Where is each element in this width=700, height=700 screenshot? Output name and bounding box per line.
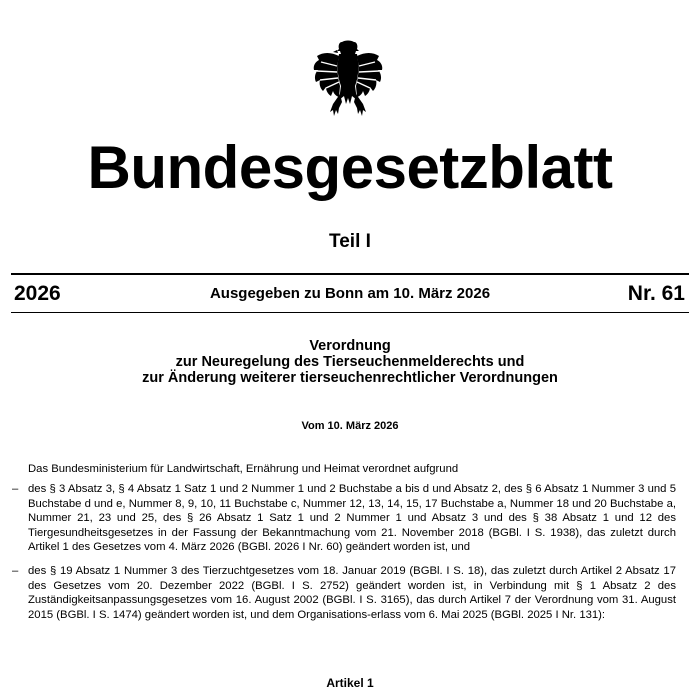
divider-top [11,273,689,275]
issue-year: 2026 [14,282,61,305]
regulation-body [12,462,676,632]
legal-basis-item [12,564,676,622]
legal-basis-text: des § 3 Absatz 3, § 4 Absatz 1 Satz 1 und 2 Nummer 1 und 2 Buchstabe a bis d und Absatz 2, des § 6 Absatz 1 Nummer 3 und 5 Buchstabe d und e, Nummer 8, 9, 10, 11 Buchstabe c, Nummer 12, 13, 14, 15, 17 Buchstabe a, Nummer 18 und 20 Buchstabe a, Nummer 21, 23 und 25, des § 26 Absatz 1 Satz 1 und 2 Nummer 1 und Absatz 3 und des § 38 Absatz 1 und 12 des Tiergesundheitsgesetzes in der Fassung der Bekanntmachung vom 21. November 2018 (BGBl. I S. 1938), das zuletzt durch Artikel 1 des Gesetzes vom 4. März 2026 (BGBl. 2026 I Nr. 60) geändert worden ist, und [28,483,676,554]
regulation-title-line: zur Änderung weiterer tierseuchenrechtlicher Verordnungen [142,370,558,386]
regulation-title-line: zur Neuregelung des Tierseuchenmelderechts und [175,354,525,370]
masthead-title: Bundesgesetzblatt [87,134,613,201]
legal-basis-item [12,482,676,554]
issue-number: Nr. 61 [627,282,685,305]
article-heading: Artikel 1 [326,676,374,690]
regulation-title [0,338,700,386]
preamble-intro: Das Bundesministerium für Landwirtschaft, Ernährung und Heimat verordnet aufgrund [28,463,459,475]
list-dash: – [12,565,19,578]
list-dash: – [12,483,19,496]
federal-eagle-icon [311,38,385,124]
divider-bottom [11,312,689,313]
legal-basis-text: des § 19 Absatz 1 Nummer 3 des Tierzuchtgesetzes vom 18. Januar 2019 (BGBl. I S. 18), das zuletzt durch Artikel 2 Absatz 17 des Gesetzes vom 20. Dezember 2022 (BGBl. I S. 2752) geändert worden ist, in Verbindung mit § 1 Absatz 2 des Zuständigkeitsanpassungsgesetzes vom 16. August 2002 (BGBl. I S. 3165), das durch Artikel 7 der Verordnung vom 31. August 2015 (BGBl. I S. 1474) geändert worden ist, und dem Organisations-erlass vom 6. Mai 2025 (BGBl. 2025 I Nr. 131): [28,565,676,621]
regulation-date: Vom 10. März 2026 [301,420,399,432]
issue-date: Ausgegeben zu Bonn am 10. März 2026 [209,285,491,302]
regulation-title-line: Verordnung [309,338,391,354]
part-label: Teil I [329,231,371,252]
issue-info-row [11,280,689,308]
